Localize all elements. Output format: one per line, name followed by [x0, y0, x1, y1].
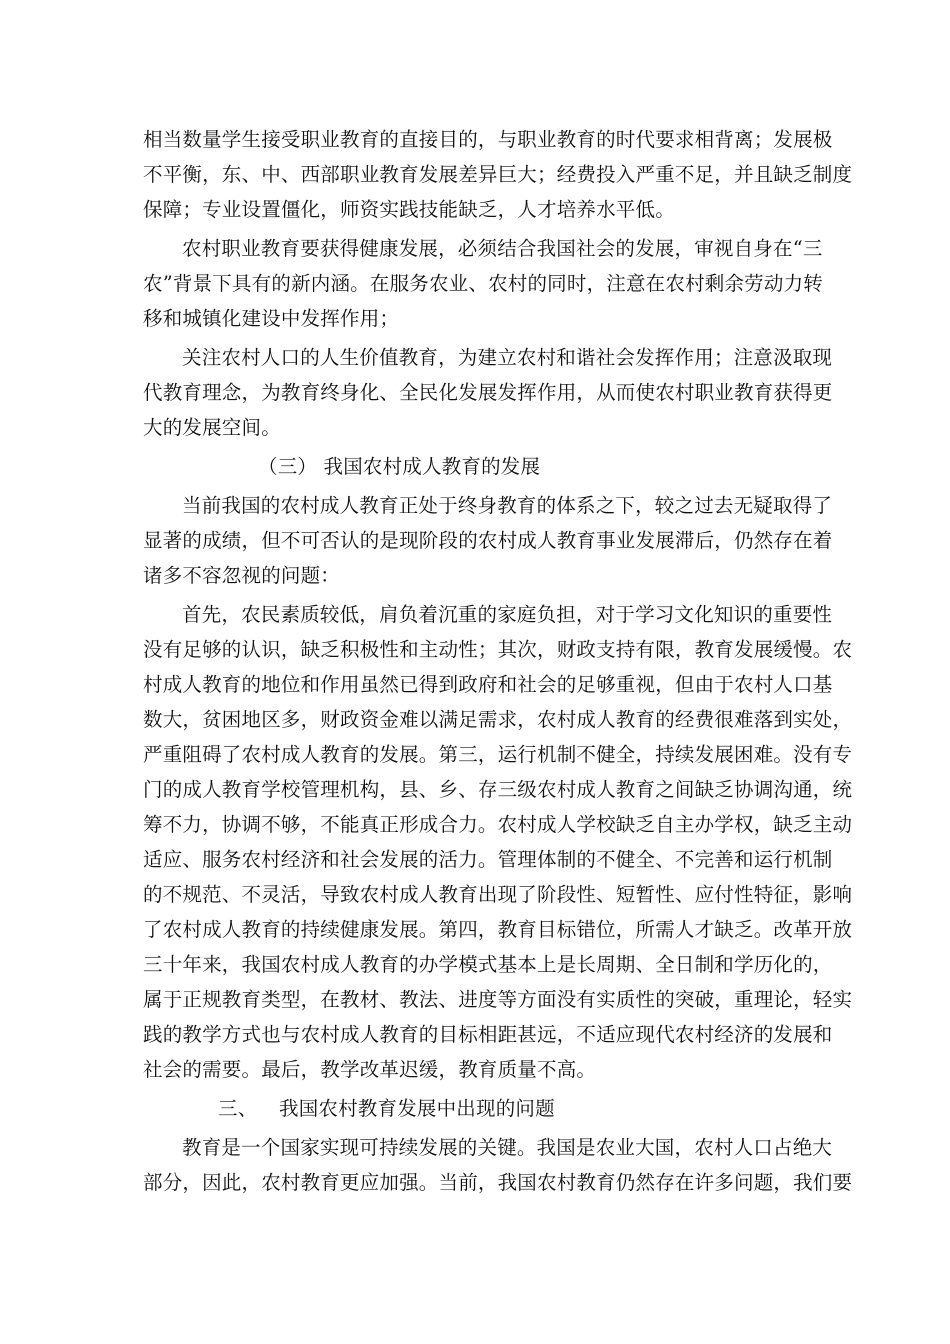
text-line: 适应、服务农村经济和社会发展的活力。管理体制的不健全、不完善和运行机制	[143, 848, 833, 871]
text-line: 门的成人教育学校管理机构，县、乡、存三级农村成人教育之间缺乏协调沟通，统	[143, 778, 853, 801]
text-line: 农”背景下具有的新内涵。在服务农业、农村的同时，注意在农村剩余劳动力转	[143, 272, 823, 295]
text-line: 关注农村人口的人生价值教育，为建立农村和谐社会发挥作用；注意汲取现	[182, 346, 833, 369]
chapter-heading-number: 三、	[218, 1097, 258, 1120]
text-line: 保障；专业设置僵化，师资实践技能缺乏，人才培养水平低。	[143, 198, 675, 221]
text-line: 严重阻碍了农村成人教育的发展。第三，运行机制不健全，持续发展困难。没有专	[143, 743, 853, 766]
text-line: 移和城镇化建设中发挥作用；	[143, 307, 400, 330]
text-line: 属于正规教育类型，在教材、教法、进度等方面没有实质性的突破，重理论，轻实	[143, 988, 853, 1011]
text-line: 不平衡，东、中、西部职业教育发展差异巨大；经费投入严重不足，并且缺乏制度	[143, 163, 853, 186]
text-line: 农村职业教育要获得健康发展，必须结合我国社会的发展，审视自身在“三	[182, 237, 823, 260]
text-line: 三十年来，我国农村成人教育的办学模式基本上是长周期、全日制和学历化的，	[143, 953, 833, 976]
text-line: 诸多不容忽视的问题：	[143, 564, 341, 587]
chapter-heading-title: 我国农村教育发展中出现的问题	[279, 1097, 555, 1120]
text-line: 代教育理念，为教育终身化、全民化发展发挥作用，从而使农村职业教育获得更	[143, 381, 833, 404]
text-line: 数大，贫困地区多，财政资金难以满足需求，农村成人教育的经费很难落到实处，	[143, 708, 853, 731]
text-line: 了农村成人教育的持续健康发展。第四，教育目标错位，所需人才缺乏。改革开放	[143, 918, 853, 941]
text-line: 显著的成绩，但不可否认的是现阶段的农村成人教育事业发展滞后，仍然存在着	[143, 529, 833, 552]
section-heading: （三） 我国农村成人教育的发展	[258, 455, 541, 478]
text-line: 首先，农民素质较低，肩负着沉重的家庭负担，对于学习文化知识的重要性	[182, 603, 833, 626]
text-line: 大的发展空间。	[143, 416, 281, 439]
text-line: 践的教学方式也与农村成人教育的目标相距甚远，不适应现代农村经济的发展和	[143, 1023, 833, 1046]
text-line: 教育是一个国家实现可持续发展的关键。我国是农业大国，农村人口占绝大	[182, 1136, 833, 1159]
text-line: 的不规范、不灵活，导致农村成人教育出现了阶段性、短暂性、应付性特征，影响	[143, 883, 853, 906]
text-line: 部分，因此，农村教育更应加强。当前，我国农村教育仍然存在许多问题，我们要	[143, 1171, 853, 1194]
text-line: 筹不力，协调不够，不能真正形成合力。农村成人学校缺乏自主办学权，缺乏主动	[143, 813, 853, 836]
text-line: 村成人教育的地位和作用虽然已得到政府和社会的足够重视，但由于农村人口基	[143, 673, 833, 696]
text-line: 相当数量学生接受职业教育的直接目的，与职业教育的时代要求相背离；发展极	[143, 128, 833, 151]
text-line: 当前我国的农村成人教育正处于终身教育的体系之下，较之过去无疑取得了	[182, 494, 833, 517]
text-line: 社会的需要。最后，教学改革迟缓，教育质量不高。	[143, 1058, 597, 1081]
text-line: 没有足够的认识，缺乏积极性和主动性；其次，财政支持有限，教育发展缓慢。农	[143, 638, 853, 661]
